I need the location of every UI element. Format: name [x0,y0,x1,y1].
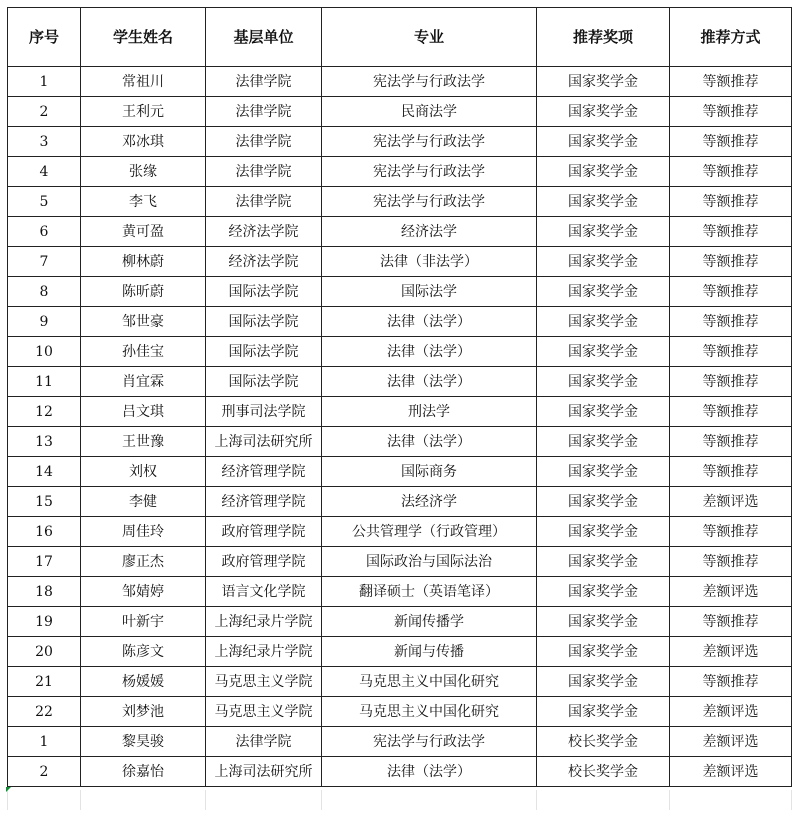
cell-major[interactable]: 宪法学与行政法学 [322,187,537,217]
empty-cell[interactable] [81,790,206,810]
table-row [8,67,792,97]
cell-student-name[interactable]: 徐嘉怡 [81,757,206,787]
cell-major[interactable]: 法律（法学） [322,427,537,457]
cell-award[interactable]: 国家奖学金 [537,457,670,487]
cell-award[interactable]: 国家奖学金 [537,307,670,337]
cell-method[interactable]: 等额推荐 [670,67,792,97]
cell-major[interactable]: 经济法学 [322,217,537,247]
cell-unit[interactable]: 上海纪录片学院 [206,637,322,667]
cell-serial[interactable]: 15 [8,487,81,517]
cell-indicator-icon [6,787,11,792]
cell-award[interactable]: 国家奖学金 [537,127,670,157]
cell-method[interactable]: 等额推荐 [670,247,792,277]
table-row [8,217,792,247]
table-row [8,607,792,637]
table-row [8,367,792,397]
table-row [8,457,792,487]
cell-serial[interactable]: 1 [8,67,81,97]
cell-serial[interactable]: 2 [8,757,81,787]
table-row [8,727,792,757]
cell-method[interactable]: 等额推荐 [670,607,792,637]
cell-method[interactable]: 差额评选 [670,727,792,757]
empty-cell[interactable] [8,790,81,810]
header-award[interactable]: 推荐奖项 [537,8,670,67]
cell-unit[interactable]: 上海纪录片学院 [206,607,322,637]
empty-cell[interactable] [206,790,322,810]
cell-unit[interactable]: 法律学院 [206,727,322,757]
cell-student-name[interactable]: 叶新宇 [81,607,206,637]
cell-method[interactable]: 差额评选 [670,637,792,667]
table-row [8,757,792,787]
cell-unit[interactable]: 经济法学院 [206,217,322,247]
cell-major[interactable]: 公共管理学（行政管理） [322,517,537,547]
cell-method[interactable]: 等额推荐 [670,367,792,397]
table-row [8,427,792,457]
cell-serial[interactable]: 12 [8,397,81,427]
cell-serial[interactable]: 16 [8,517,81,547]
cell-major[interactable]: 刑法学 [322,397,537,427]
cell-method[interactable]: 等额推荐 [670,667,792,697]
cell-major[interactable]: 新闻传播学 [322,607,537,637]
table-row [8,187,792,217]
cell-award[interactable]: 国家奖学金 [537,247,670,277]
cell-award[interactable]: 国家奖学金 [537,487,670,517]
cell-award[interactable]: 国家奖学金 [537,187,670,217]
header-method[interactable]: 推荐方式 [670,8,792,67]
cell-unit[interactable]: 政府管理学院 [206,517,322,547]
header-serial[interactable]: 序号 [8,8,81,67]
cell-award[interactable]: 国家奖学金 [537,67,670,97]
cell-major[interactable]: 民商法学 [322,97,537,127]
cell-serial[interactable]: 13 [8,427,81,457]
cell-method[interactable]: 等额推荐 [670,157,792,187]
cell-unit[interactable]: 国际法学院 [206,307,322,337]
table-row [8,517,792,547]
scholarship-table [7,7,792,787]
header-row [8,8,792,67]
header-student-name[interactable]: 学生姓名 [81,8,206,67]
table-row [8,337,792,367]
cell-award[interactable]: 国家奖学金 [537,97,670,127]
cell-serial[interactable]: 18 [8,577,81,607]
table-row [8,637,792,667]
cell-award[interactable]: 国家奖学金 [537,607,670,637]
cell-major[interactable]: 法律（法学） [322,337,537,367]
cell-student-name[interactable]: 杨媛媛 [81,667,206,697]
cell-method[interactable]: 等额推荐 [670,397,792,427]
cell-major[interactable]: 宪法学与行政法学 [322,727,537,757]
cell-student-name[interactable]: 黄可盈 [81,217,206,247]
cell-major[interactable]: 法律（非法学） [322,247,537,277]
cell-serial[interactable]: 1 [8,727,81,757]
empty-cell[interactable] [537,790,670,810]
cell-serial[interactable]: 10 [8,337,81,367]
cell-major[interactable]: 新闻与传播 [322,637,537,667]
cell-method[interactable]: 差额评选 [670,487,792,517]
cell-method[interactable]: 等额推荐 [670,307,792,337]
cell-student-name[interactable]: 李飞 [81,187,206,217]
cell-method[interactable]: 等额推荐 [670,517,792,547]
cell-serial[interactable]: 14 [8,457,81,487]
cell-method[interactable]: 等额推荐 [670,217,792,247]
cell-student-name[interactable]: 柳林蔚 [81,247,206,277]
cell-serial[interactable]: 2 [8,97,81,127]
cell-award[interactable]: 国家奖学金 [537,697,670,727]
table-row [8,97,792,127]
table-row [8,547,792,577]
cell-student-name[interactable]: 刘梦池 [81,697,206,727]
cell-method[interactable]: 等额推荐 [670,187,792,217]
cell-unit[interactable]: 法律学院 [206,157,322,187]
table-row [8,127,792,157]
cell-major[interactable]: 国际商务 [322,457,537,487]
cell-unit[interactable]: 法律学院 [206,127,322,157]
cell-method[interactable]: 等额推荐 [670,127,792,157]
cell-unit[interactable]: 马克思主义学院 [206,667,322,697]
cell-student-name[interactable]: 李健 [81,487,206,517]
cell-serial[interactable]: 7 [8,247,81,277]
empty-cell[interactable] [322,790,537,810]
cell-serial[interactable]: 19 [8,607,81,637]
header-unit[interactable]: 基层单位 [206,8,322,67]
cell-major[interactable]: 翻译硕士（英语笔译） [322,577,537,607]
cell-student-name[interactable]: 刘权 [81,457,206,487]
cell-award[interactable]: 国家奖学金 [537,517,670,547]
cell-method[interactable]: 等额推荐 [670,457,792,487]
cell-student-name[interactable]: 肖宜霖 [81,367,206,397]
table-row [8,697,792,727]
cell-award[interactable]: 国家奖学金 [537,427,670,457]
cell-student-name[interactable]: 邓冰琪 [81,127,206,157]
cell-method[interactable]: 差额评选 [670,697,792,727]
cell-major[interactable]: 宪法学与行政法学 [322,67,537,97]
cell-student-name[interactable]: 周佳玲 [81,517,206,547]
table-row [8,157,792,187]
cell-serial[interactable]: 4 [8,157,81,187]
cell-award[interactable]: 国家奖学金 [537,397,670,427]
cell-serial[interactable]: 20 [8,637,81,667]
cell-student-name[interactable]: 陈彦文 [81,637,206,667]
cell-serial[interactable]: 3 [8,127,81,157]
cell-student-name[interactable]: 陈昕蔚 [81,277,206,307]
cell-unit[interactable]: 经济管理学院 [206,487,322,517]
cell-method[interactable]: 等额推荐 [670,277,792,307]
table-row [8,397,792,427]
cell-unit[interactable]: 法律学院 [206,97,322,127]
cell-method[interactable]: 等额推荐 [670,547,792,577]
cell-award[interactable]: 国家奖学金 [537,577,670,607]
cell-award[interactable]: 国家奖学金 [537,337,670,367]
table-row [8,277,792,307]
cell-major[interactable]: 宪法学与行政法学 [322,157,537,187]
cell-student-name[interactable]: 邹世豪 [81,307,206,337]
cell-unit[interactable]: 马克思主义学院 [206,697,322,727]
cell-serial[interactable]: 8 [8,277,81,307]
cell-unit[interactable]: 国际法学院 [206,367,322,397]
cell-student-name[interactable]: 王利元 [81,97,206,127]
cell-student-name[interactable]: 孙佳宝 [81,337,206,367]
cell-serial[interactable]: 11 [8,367,81,397]
cell-unit[interactable]: 上海司法研究所 [206,427,322,457]
cell-student-name[interactable]: 邹婧婷 [81,577,206,607]
cell-award[interactable]: 国家奖学金 [537,547,670,577]
cell-serial[interactable]: 21 [8,667,81,697]
cell-student-name[interactable]: 吕文琪 [81,397,206,427]
header-major[interactable]: 专业 [322,8,537,67]
cell-unit[interactable]: 政府管理学院 [206,547,322,577]
table-row [8,247,792,277]
cell-method[interactable]: 等额推荐 [670,97,792,127]
cell-award[interactable]: 国家奖学金 [537,217,670,247]
cell-major[interactable]: 宪法学与行政法学 [322,127,537,157]
cell-major[interactable]: 马克思主义中国化研究 [322,697,537,727]
cell-award[interactable]: 校长奖学金 [537,727,670,757]
cell-award[interactable]: 国家奖学金 [537,667,670,697]
cell-unit[interactable]: 法律学院 [206,187,322,217]
cell-unit[interactable]: 刑事司法学院 [206,397,322,427]
cell-serial[interactable]: 9 [8,307,81,337]
cell-major[interactable]: 马克思主义中国化研究 [322,667,537,697]
cell-student-name[interactable]: 王世豫 [81,427,206,457]
cell-method[interactable]: 等额推荐 [670,337,792,367]
cell-award[interactable]: 校长奖学金 [537,757,670,787]
table-row [8,577,792,607]
cell-method[interactable]: 差额评选 [670,577,792,607]
cell-student-name[interactable]: 常祖川 [81,67,206,97]
cell-serial[interactable]: 6 [8,217,81,247]
cell-method[interactable]: 差额评选 [670,757,792,787]
cell-unit[interactable]: 国际法学院 [206,337,322,367]
cell-serial[interactable]: 22 [8,697,81,727]
cell-unit[interactable]: 国际法学院 [206,277,322,307]
cell-student-name[interactable]: 张缘 [81,157,206,187]
table-row [8,307,792,337]
cell-unit[interactable]: 法律学院 [206,67,322,97]
cell-unit[interactable]: 经济法学院 [206,247,322,277]
cell-award[interactable]: 国家奖学金 [537,277,670,307]
cell-student-name[interactable]: 黎昊骏 [81,727,206,757]
empty-cell[interactable] [670,790,792,810]
empty-grid-row [7,790,792,810]
cell-major[interactable]: 国际政治与国际法治 [322,547,537,577]
table-row [8,487,792,517]
cell-major[interactable]: 法律（法学） [322,367,537,397]
cell-serial[interactable]: 5 [8,187,81,217]
cell-unit[interactable]: 经济管理学院 [206,457,322,487]
cell-unit[interactable]: 语言文化学院 [206,577,322,607]
cell-award[interactable]: 国家奖学金 [537,157,670,187]
cell-award[interactable]: 国家奖学金 [537,637,670,667]
cell-student-name[interactable]: 廖正杰 [81,547,206,577]
cell-method[interactable]: 等额推荐 [670,427,792,457]
cell-major[interactable]: 国际法学 [322,277,537,307]
table-row [8,667,792,697]
cell-major[interactable]: 法律（法学） [322,757,537,787]
cell-serial[interactable]: 17 [8,547,81,577]
cell-major[interactable]: 法经济学 [322,487,537,517]
cell-major[interactable]: 法律（法学） [322,307,537,337]
cell-award[interactable]: 国家奖学金 [537,367,670,397]
cell-unit[interactable]: 上海司法研究所 [206,757,322,787]
